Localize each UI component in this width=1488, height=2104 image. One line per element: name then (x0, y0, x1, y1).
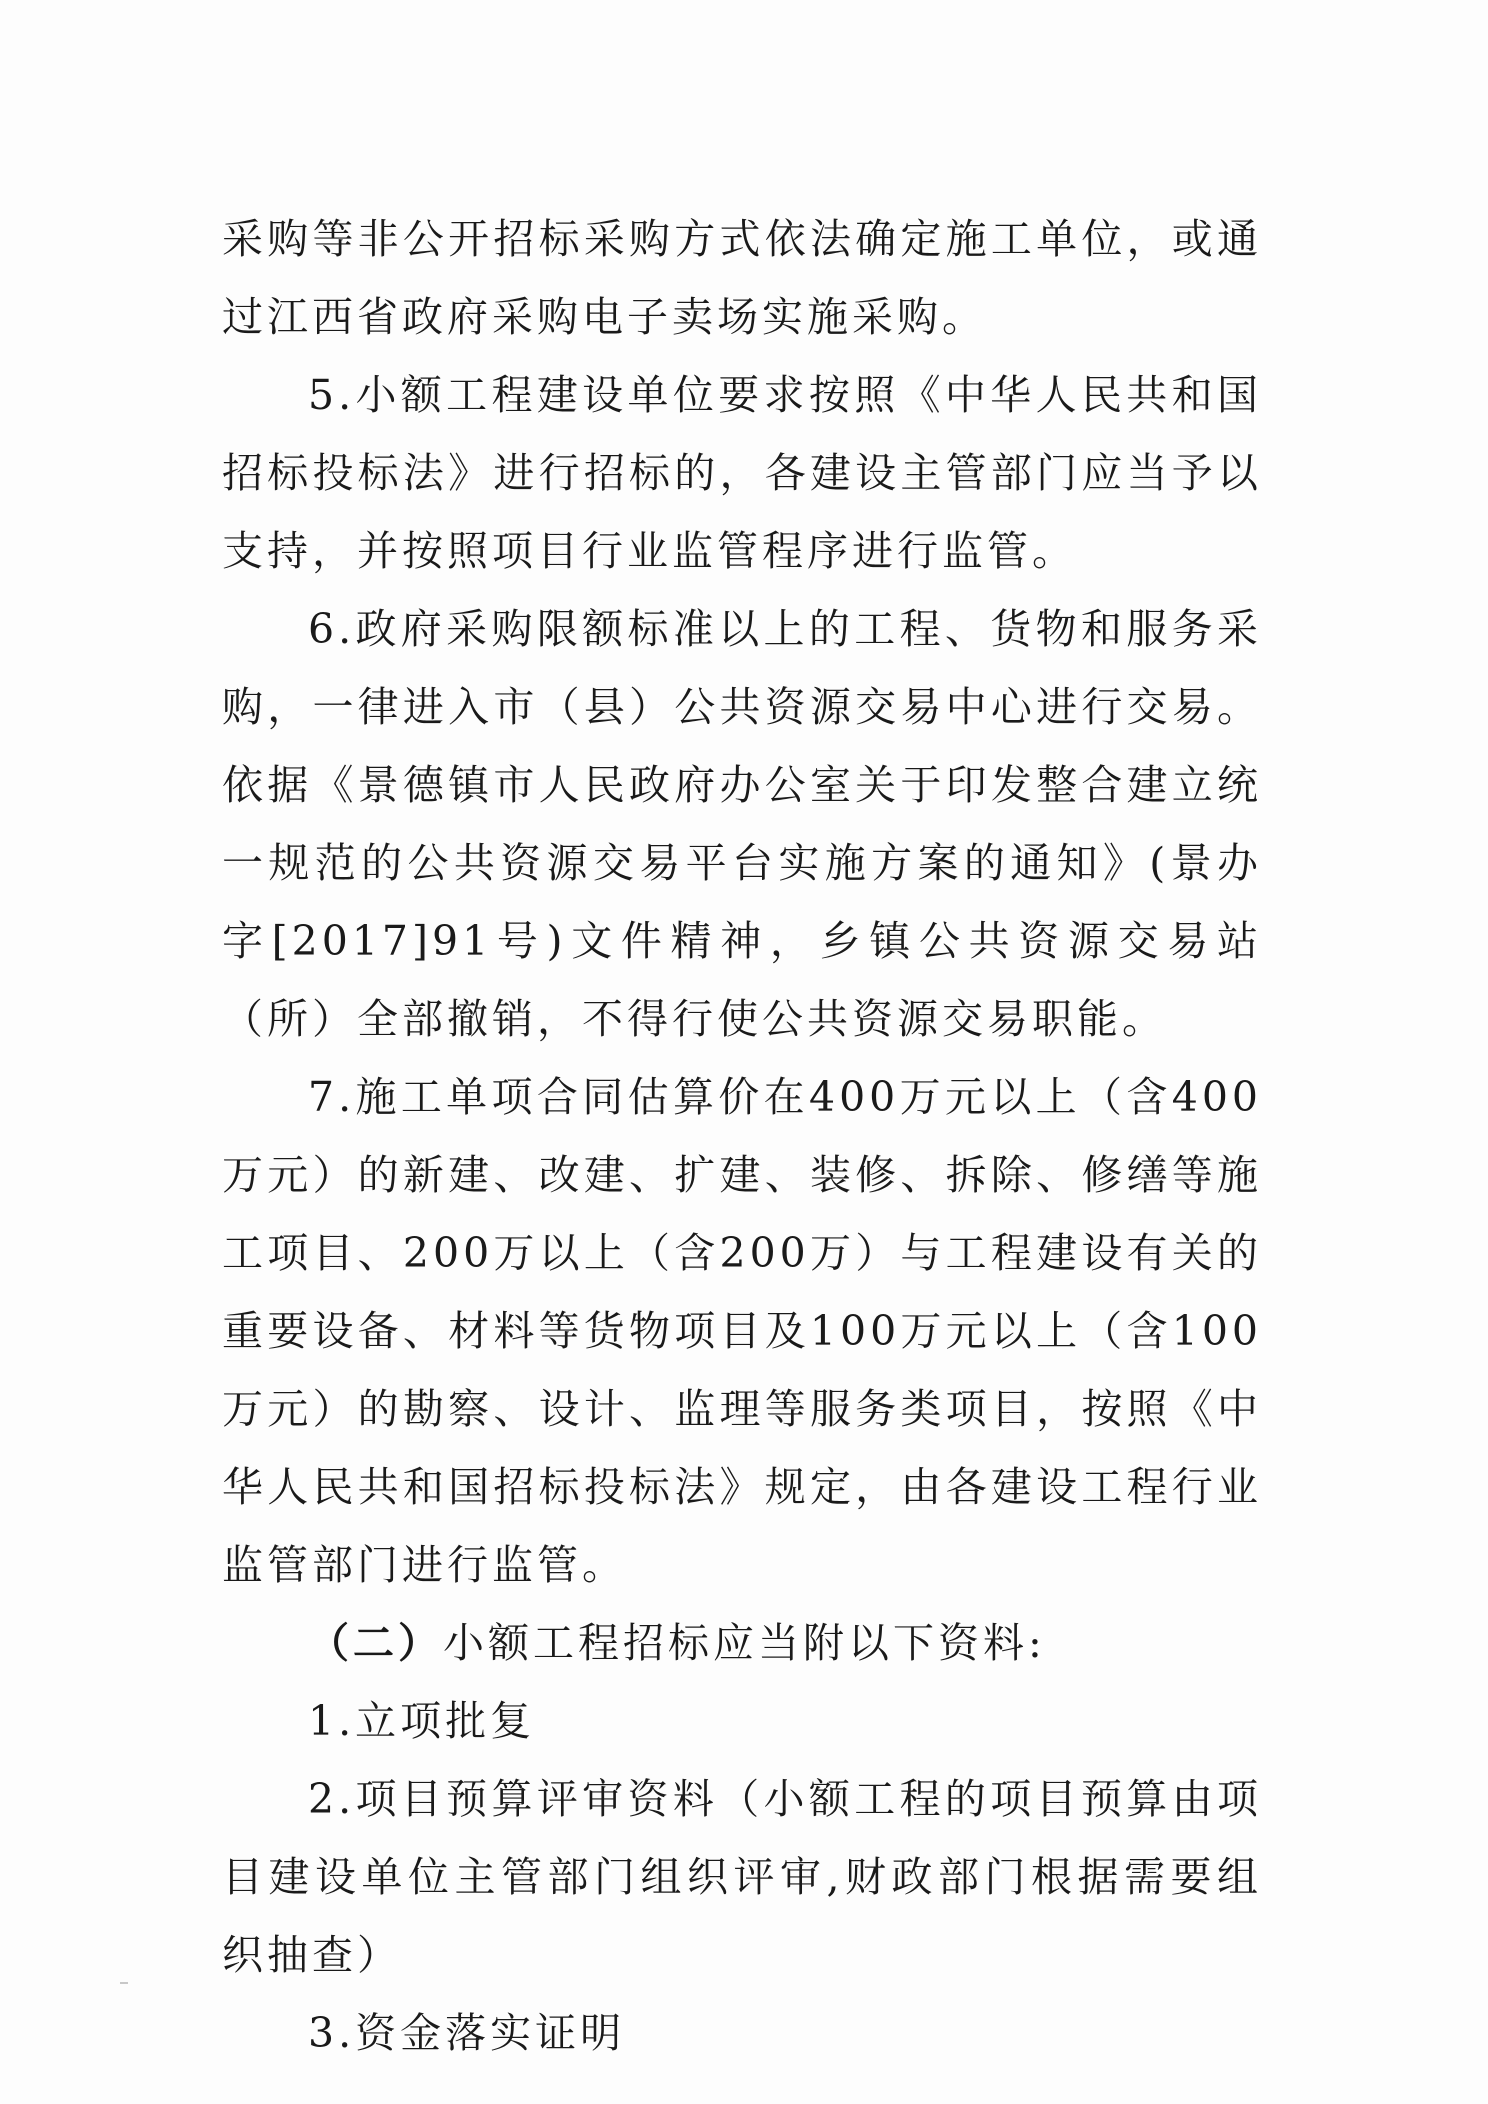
paragraph-item-7: 7.施工单项合同估算价在400万元以上（含400万元）的新建、改建、扩建、装修、拆除、修缮等施工项目、200万以上（含200万）与工程建设有关的重要设备、材料等货物项目及100万元以上（含100万元）的勘察、设计、监理等服务类项目，按照《中华人民共和国招标投标法》规定，由各建设工程行业监管部门进行监管。 (222, 1073, 1262, 1589)
list-item-funding-proof: 3.资金落实证明 (308, 2009, 626, 2057)
list-item-approval: 1.立项批复 (308, 1697, 536, 1745)
list-item-budget-review: 2.项目预算评审资料（小额工程的项目预算由项目建设单位主管部门组织评审,财政部门根据需要组织抽查） (222, 1775, 1262, 1979)
section-heading (222, 1604, 1262, 1682)
paragraph-item-6: 6.政府采购限额标准以上的工程、货物和服务采购，一律进入市（县）公共资源交易中心进行交易。依据《景德镇市人民政府办公室关于印发整合建立统一规范的公共资源交易平台实施方案的通知》(景办字[2017]91号)文件精神，乡镇公共资源交易站（所）全部撤销，不得行使公共资源交易职能。 (222, 605, 1262, 1043)
scan-mark (120, 1982, 128, 1984)
paragraph-procurement-continuation: 采购等非公开招标采购方式依法确定施工单位，或通过江西省政府采购电子卖场实施采购。 (222, 215, 1262, 341)
document-body (222, 200, 1262, 2072)
paragraph-item-5: 5.小额工程建设单位要求按照《中华人民共和国招标投标法》进行招标的，各建设主管部门应当予以支持，并按照项目行业监管程序进行监管。 (222, 371, 1262, 575)
section-heading-text: 小额工程招标应当附以下资料: (443, 1619, 1046, 1667)
section-heading-number: （二） (308, 1619, 443, 1667)
